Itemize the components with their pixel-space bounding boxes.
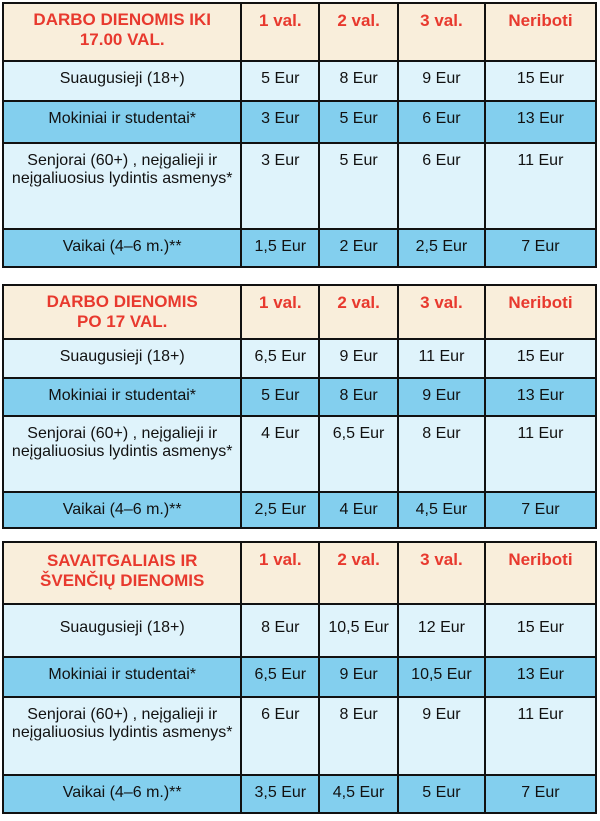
price-cell: 3 Eur [241, 143, 319, 229]
table-row [3, 101, 596, 143]
category-cell: Vaikai (4–6 m.)** [3, 492, 241, 528]
column-header-unlimited: Neriboti [485, 542, 596, 604]
table-title: DARBO DIENOMIS IKI 17.00 VAL. [3, 3, 241, 61]
price-cell: 8 Eur [319, 61, 398, 101]
price-cell: 1,5 Eur [241, 229, 319, 267]
column-header-unlimited: Neriboti [485, 285, 596, 339]
price-cell: 15 Eur [485, 604, 596, 657]
price-cell: 4 Eur [241, 416, 319, 492]
category-cell: Suaugusieji (18+) [3, 604, 241, 657]
price-cell: 10,5 Eur [319, 604, 398, 657]
price-cell: 8 Eur [241, 604, 319, 657]
category-cell: Senjorai (60+) , neįgalieji ir neįgaliuosius lydintis asmenys* [3, 697, 241, 775]
table-header-row [3, 285, 596, 339]
price-cell: 8 Eur [398, 416, 485, 492]
price-cell: 7 Eur [485, 492, 596, 528]
column-header-3h: 3 val. [398, 285, 485, 339]
price-cell: 13 Eur [485, 657, 596, 697]
table-row [3, 416, 596, 492]
price-cell: 15 Eur [485, 339, 596, 378]
price-cell: 6,5 Eur [319, 416, 398, 492]
table-row [3, 657, 596, 697]
price-table-weekdays-before-17 [2, 2, 597, 268]
price-cell: 3 Eur [241, 101, 319, 143]
price-cell: 8 Eur [319, 697, 398, 775]
price-cell: 11 Eur [485, 143, 596, 229]
price-cell: 9 Eur [319, 657, 398, 697]
price-cell: 5 Eur [241, 378, 319, 416]
price-cell: 5 Eur [319, 101, 398, 143]
column-header-2h: 2 val. [319, 285, 398, 339]
price-cell: 6 Eur [241, 697, 319, 775]
price-cell: 4,5 Eur [319, 775, 398, 813]
price-cell: 15 Eur [485, 61, 596, 101]
price-cell: 13 Eur [485, 378, 596, 416]
price-cell: 9 Eur [398, 61, 485, 101]
price-cell: 13 Eur [485, 101, 596, 143]
price-cell: 4,5 Eur [398, 492, 485, 528]
column-header-unlimited: Neriboti [485, 3, 596, 61]
column-header-1h: 1 val. [241, 3, 319, 61]
table-row [3, 604, 596, 657]
table-row [3, 492, 596, 528]
table-row [3, 378, 596, 416]
category-cell: Mokiniai ir studentai* [3, 101, 241, 143]
column-header-2h: 2 val. [319, 542, 398, 604]
price-cell: 7 Eur [485, 775, 596, 813]
price-cell: 7 Eur [485, 229, 596, 267]
price-cell: 8 Eur [319, 378, 398, 416]
price-cell: 11 Eur [485, 416, 596, 492]
column-header-1h: 1 val. [241, 285, 319, 339]
price-cell: 2 Eur [319, 229, 398, 267]
price-cell: 11 Eur [485, 697, 596, 775]
price-cell: 2,5 Eur [398, 229, 485, 267]
price-cell: 5 Eur [319, 143, 398, 229]
column-header-3h: 3 val. [398, 542, 485, 604]
table-row [3, 775, 596, 813]
price-cell: 3,5 Eur [241, 775, 319, 813]
column-header-1h: 1 val. [241, 542, 319, 604]
price-cell: 10,5 Eur [398, 657, 485, 697]
category-cell: Suaugusieji (18+) [3, 339, 241, 378]
price-cell: 2,5 Eur [241, 492, 319, 528]
price-table-weekends-holidays [2, 541, 597, 814]
price-cell: 4 Eur [319, 492, 398, 528]
category-cell: Vaikai (4–6 m.)** [3, 229, 241, 267]
price-cell: 9 Eur [398, 697, 485, 775]
category-cell: Suaugusieji (18+) [3, 61, 241, 101]
price-cell: 11 Eur [398, 339, 485, 378]
price-cell: 5 Eur [241, 61, 319, 101]
category-cell: Senjorai (60+) , neįgalieji ir neįgaliuosius lydintis asmenys* [3, 416, 241, 492]
price-cell: 6,5 Eur [241, 657, 319, 697]
table-row [3, 339, 596, 378]
price-cell: 6 Eur [398, 143, 485, 229]
price-table-weekdays-after-17 [2, 284, 597, 529]
table-header-row [3, 3, 596, 61]
table-header-row [3, 542, 596, 604]
price-cell: 9 Eur [398, 378, 485, 416]
category-cell: Senjorai (60+) , neįgalieji ir neįgaliuosius lydintis asmenys* [3, 143, 241, 229]
category-cell: Vaikai (4–6 m.)** [3, 775, 241, 813]
table-row [3, 143, 596, 229]
table-title: SAVAITGALIAIS IR ŠVENČIŲ DIENOMIS [3, 542, 241, 604]
price-cell: 9 Eur [319, 339, 398, 378]
table-row [3, 229, 596, 267]
column-header-3h: 3 val. [398, 3, 485, 61]
price-cell: 6 Eur [398, 101, 485, 143]
table-row [3, 697, 596, 775]
price-cell: 5 Eur [398, 775, 485, 813]
price-cell: 6,5 Eur [241, 339, 319, 378]
category-cell: Mokiniai ir studentai* [3, 657, 241, 697]
table-row [3, 61, 596, 101]
price-cell: 12 Eur [398, 604, 485, 657]
category-cell: Mokiniai ir studentai* [3, 378, 241, 416]
column-header-2h: 2 val. [319, 3, 398, 61]
table-title: DARBO DIENOMIS PO 17 VAL. [3, 285, 241, 339]
